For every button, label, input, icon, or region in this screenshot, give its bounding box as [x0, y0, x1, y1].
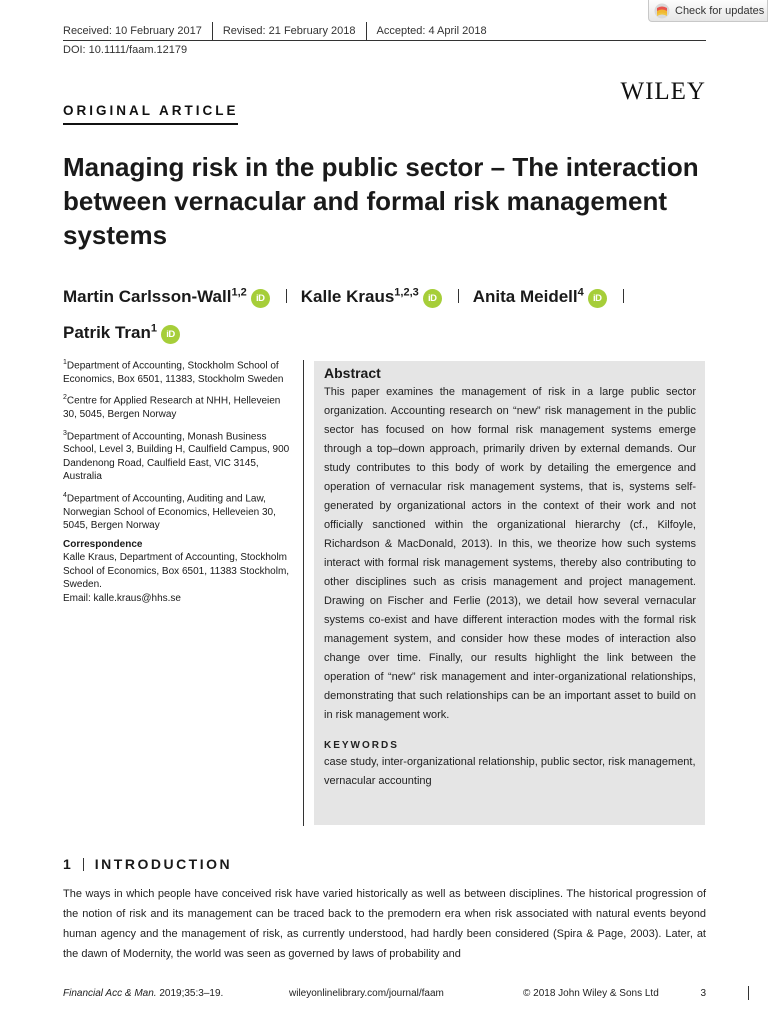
publisher-logo: WILEY [620, 78, 706, 105]
abstract-text: This paper examines the management of risk in a large public sector organization. Accounting research on “new” risk management in the public sector has focused on how formal risk management systems emerge through a top–down approach, primarily driven by external demands. Our study contributes to this body of work by detailing the emergence and operation of vernacular risk management systems, that is, systems self-generated by organizational actors in the context of their work and not officially sanctioned within the organizational hierarchy (cf., Kilfoyle, Richardson & MacDonald, 2013). In this, we theorize how such systems interact with formal risk management systems, thereby also contributing to other disciplines such as crisis management and project management. Drawing on Fischer and Ferlie (2013), we detail how several vernacular systems co-exist and have different interaction modes with the formal risk management system, and consider how these modes of interaction also change over time. Finally, our results highlight the link between the operation of “new” risk management and inter-organizational relationships, demonstrating that such relationships can be an important asset to build on in risk management work. [324, 386, 696, 721]
check-for-updates-button[interactable] [648, 0, 768, 22]
affiliation-text: Centre for Applied Research at NHH, Helleveien 30, 5045, Bergen Norway [63, 395, 281, 421]
affiliation-text: Department of Accounting, Auditing and Law, Norwegian School of Economics, Helleveien 30, 5045, Bergen Norway [63, 493, 276, 532]
author-name[interactable]: Kalle Kraus [300, 286, 395, 306]
author-name[interactable]: Martin Carlsson-Wall [63, 286, 232, 306]
affiliation-sup: 3 [63, 429, 67, 437]
check-for-updates-label: Check for updates [675, 4, 765, 17]
correspondence-label: Correspondence [63, 538, 143, 550]
footer-citation [63, 988, 223, 999]
author-affiliation-sup: 4 [577, 286, 584, 298]
author-3 [473, 287, 607, 306]
author-name[interactable]: Patrik Tran [63, 323, 151, 343]
author-affiliation-sup: 1,2,3 [394, 286, 419, 298]
affiliation-2 [63, 391, 295, 421]
section-title: INTRODUCTION [94, 856, 233, 872]
footer-journal-url[interactable]: wileyonlinelibrary.com/journal/faam [289, 988, 444, 999]
page-number: 3 [700, 988, 706, 999]
doi[interactable]: DOI: 10.1111/faam.12179 [63, 44, 188, 56]
author-name[interactable]: Anita Meidell [472, 286, 578, 306]
affiliations [63, 356, 295, 610]
article-type-underline [63, 123, 238, 125]
article-dates [63, 22, 497, 40]
section-number: 1 [63, 856, 71, 872]
article-title: Managing risk in the public sector – The interaction between vernacular and formal risk management systems [63, 152, 699, 250]
orcid-icon[interactable]: iD [251, 289, 270, 308]
check-for-updates-icon [654, 3, 670, 19]
author-affiliation-sup: 1 [150, 322, 157, 335]
author-affiliation-sup: 1,2 [231, 286, 247, 298]
keywords-label: KEYWORDS [324, 740, 399, 751]
affiliation-3 [63, 427, 295, 484]
orcid-icon[interactable]: iD [423, 289, 442, 308]
footer-journal-name: Financial Acc & Man. [63, 988, 157, 999]
author-separator [286, 289, 287, 303]
footer-volume: 2019;35:3–19. [156, 988, 224, 999]
affiliation-sup: 1 [63, 359, 67, 366]
introduction-heading [63, 856, 232, 872]
footer-separator [748, 986, 749, 1000]
article-type-label: ORIGINAL ARTICLE [63, 103, 239, 118]
abstract-heading: Abstract [324, 365, 381, 381]
affiliation-4 [63, 489, 295, 533]
orcid-icon[interactable]: iD [161, 325, 180, 344]
author-separator [623, 289, 624, 303]
revised-date: Revised: 21 February 2018 [212, 22, 366, 40]
abstract-box [314, 361, 705, 825]
accepted-date: Accepted: 4 April 2018 [366, 22, 497, 40]
column-divider [303, 360, 304, 826]
affiliation-text: Department of Accounting, Monash Business School, Level 3, Building H, Caulfield Campus, 900 Dandenong Road, Caulfield East, VIC 3145, Australia [63, 430, 290, 483]
footer-copyright: © 2018 John Wiley & Sons Ltd [523, 988, 659, 999]
affiliation-1 [63, 356, 295, 386]
section-heading-separator [83, 858, 84, 871]
affiliation-text: Department of Accounting, Stockholm School of Economics, Box 6501, 11383, Stockholm Sweden [63, 360, 284, 385]
introduction-text: The ways in which people have conceived risk have varied historically as well as between disciplines. The historical progression of the notion of risk and its management can be traced back to the premodern era when risk associated with natural events beyond human agency and the management of risk, as currently understood, had hardly been considered (Spira & Page, 2003). Later, at the dawn of Modernity, the world was seen as governed by laws of probability and [63, 888, 706, 960]
keywords-text: case study, inter-organizational relationship, public sector, risk management, vernacular accounting [324, 756, 696, 787]
author-list [63, 276, 713, 349]
correspondence-text: Kalle Kraus, Department of Accounting, Stockholm School of Economics, Box 6501, 11383 Stockholm, Sweden. [63, 552, 290, 591]
affiliation-sup: 4 [63, 491, 67, 499]
page-footer [63, 986, 706, 1002]
received-date: Received: 10 February 2017 [63, 25, 202, 37]
affiliation-sup: 2 [63, 394, 67, 402]
author-1 [63, 287, 270, 306]
correspondence-email[interactable]: Email: kalle.kraus@hhs.se [63, 592, 181, 604]
orcid-icon[interactable]: iD [588, 289, 607, 308]
author-separator [458, 289, 459, 303]
author-2 [301, 287, 442, 306]
header-rule [63, 40, 706, 41]
author-4 [63, 323, 180, 342]
